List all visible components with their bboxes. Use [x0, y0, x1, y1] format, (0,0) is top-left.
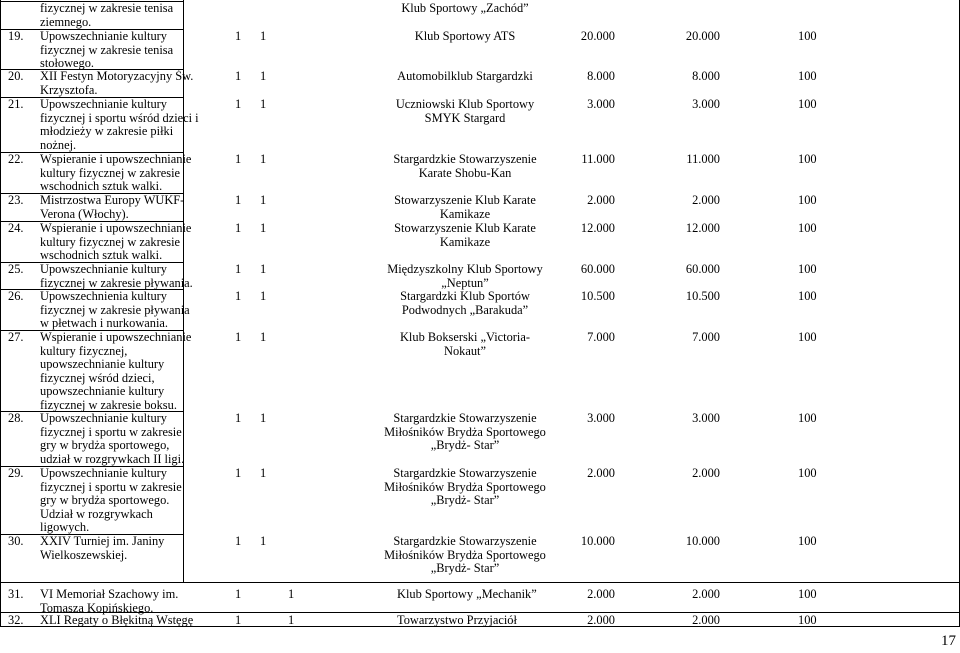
- row-organisation: Stargardzkie Stowarzyszenie: [393, 466, 537, 480]
- row-description: Wspieranie i upowszechnianie: [40, 330, 192, 344]
- row-percent: 100: [798, 534, 817, 548]
- row-amount-granted: 3.000: [692, 97, 720, 111]
- row-organisation: Kamikaze: [439, 234, 491, 249]
- row-description: XII Festyn Motoryzacyjny Św.: [40, 69, 194, 83]
- row-count-a: 1: [235, 29, 242, 43]
- row-percent: 100: [798, 193, 817, 207]
- row-description: Upowszechnianie kultury: [40, 411, 167, 425]
- row-count-a: 1: [235, 613, 242, 627]
- row-number: 29.: [8, 466, 24, 480]
- row-description: młodzieży w zakresie piłki: [40, 124, 174, 139]
- row-organisation: Uczniowski Klub Sportowy: [395, 97, 535, 111]
- row-count-a: 1: [235, 221, 242, 235]
- row-number: 25.: [8, 262, 24, 276]
- row-count-b: 1: [260, 221, 267, 235]
- row-percent: 100: [798, 587, 817, 601]
- row-amount-granted: 3.000: [692, 411, 720, 425]
- row-percent: 100: [798, 221, 817, 235]
- row-count-b: 1: [260, 152, 267, 166]
- row-number: 30.: [8, 534, 24, 548]
- row-organisation: Klub Bokserski „Victoria-: [399, 330, 531, 344]
- row-amount-requested: 7.000: [587, 330, 615, 344]
- row-description: kultury fizycznej,: [40, 343, 128, 358]
- row-count-a: 1: [235, 330, 242, 344]
- row-organisation: Miłośników Brydża Sportowego: [384, 479, 546, 494]
- row-description: Tomasza Kopińskiego.: [40, 600, 154, 615]
- row-description: ziemnego.: [40, 14, 92, 29]
- row-organisation: „Brydż- Star”: [430, 493, 500, 508]
- row-description: Upowszechnianie kultury: [40, 29, 167, 43]
- row-amount-requested: 10.000: [580, 534, 615, 548]
- row-count-b: 1: [260, 289, 267, 303]
- row-description: fizycznej i sportu w zakresie: [40, 424, 182, 439]
- row-amount-requested: 3.000: [587, 97, 615, 111]
- row-count-a: 1: [235, 411, 242, 425]
- row-description: Upowszechnianie kultury: [40, 97, 167, 111]
- row-count-a: 1: [235, 97, 242, 111]
- row-organisation: „Brydż- Star”: [430, 561, 500, 576]
- row-amount-granted: 2.000: [692, 587, 720, 601]
- row-organisation: Międzyszkolny Klub Sportowy: [387, 262, 543, 276]
- row-amount-granted: 2.000: [692, 466, 720, 480]
- row-number: 19.: [8, 29, 24, 43]
- row-organisation: Podwodnych „Barakuda”: [401, 302, 529, 317]
- row-description: fizycznej w zakresie tenisa: [40, 42, 174, 57]
- row-count-a: 1: [235, 262, 242, 276]
- row-organisation: Klub Sportowy „Zachód”: [401, 1, 529, 15]
- row-number: 23.: [8, 193, 24, 207]
- row-organisation: Karate Shobu-Kan: [418, 165, 512, 180]
- row-amount-granted: 2.000: [692, 613, 720, 627]
- row-description: udział w rozgrywkach II ligi.: [40, 451, 185, 466]
- row-amount-granted: 60.000: [685, 262, 720, 276]
- row-count-b: 1: [288, 587, 295, 601]
- row-description: XXIV Turniej im. Janiny: [40, 534, 165, 548]
- row-organisation: Klub Sportowy „Mechanik”: [397, 587, 537, 601]
- row-amount-requested: 2.000: [587, 587, 615, 601]
- row-description: Upowszechnienia kultury: [40, 289, 167, 303]
- table-column-rule: [0, 0, 1, 626]
- row-organisation: Automobilklub Stargardzki: [397, 69, 533, 83]
- row-description: nożnej.: [40, 137, 77, 152]
- row-amount-requested: 10.500: [580, 289, 615, 303]
- row-description: Mistrzostwa Europy WUKF-: [40, 193, 185, 207]
- row-number: 31.: [8, 587, 24, 601]
- row-count-b: 1: [260, 411, 267, 425]
- row-amount-granted: 8.000: [692, 69, 720, 83]
- row-amount-requested: 3.000: [587, 411, 615, 425]
- row-description: Upowszechnianie kultury: [40, 262, 167, 276]
- row-description: fizycznej w zakresie pływania.: [40, 275, 193, 290]
- row-count-b: 1: [260, 330, 267, 344]
- row-description: kultury fizycznej w zakresie: [40, 234, 181, 249]
- row-description: Wspieranie i upowszechnianie: [40, 221, 192, 235]
- row-percent: 100: [798, 69, 817, 83]
- row-count-a: 1: [235, 289, 242, 303]
- row-organisation: Towarzystwo Przyjaciół: [397, 613, 517, 627]
- row-description: wschodnich sztuk walki.: [40, 179, 163, 194]
- row-number: 21.: [8, 97, 24, 111]
- row-count-b: 1: [260, 466, 267, 480]
- row-description: fizycznej i sportu w zakresie: [40, 479, 182, 494]
- row-number: 32.: [8, 613, 24, 627]
- row-organisation: Stargardzkie Stowarzyszenie: [393, 152, 537, 166]
- row-description: XLI Regaty o Błękitną Wstęgę: [40, 613, 194, 627]
- row-count-b: 1: [260, 534, 267, 548]
- row-amount-requested: 2.000: [587, 466, 615, 480]
- row-description: fizycznej wśród dzieci,: [40, 370, 155, 385]
- row-amount-requested: 20.000: [580, 29, 615, 43]
- row-amount-requested: 8.000: [587, 69, 615, 83]
- row-organisation: „Neptun”: [441, 275, 489, 290]
- row-count-b: 1: [260, 193, 267, 207]
- row-amount-requested: 60.000: [580, 262, 615, 276]
- row-percent: 100: [798, 97, 817, 111]
- table-rule: [0, 582, 960, 583]
- row-percent: 100: [798, 330, 817, 344]
- row-description: wschodnich sztuk walki.: [40, 248, 163, 263]
- row-number: 28.: [8, 411, 24, 425]
- row-description: Krzysztofa.: [40, 82, 98, 97]
- row-description: upowszechnianie kultury: [40, 384, 165, 399]
- page-number: 17: [941, 633, 956, 649]
- row-percent: 100: [798, 262, 817, 276]
- row-percent: 100: [798, 466, 817, 480]
- row-description: w płetwach i nurkowania.: [40, 316, 168, 331]
- row-count-a: 1: [235, 534, 242, 548]
- row-percent: 100: [798, 29, 817, 43]
- row-percent: 100: [798, 152, 817, 166]
- row-amount-granted: 11.000: [686, 152, 720, 166]
- row-amount-granted: 2.000: [692, 193, 720, 207]
- row-number: 20.: [8, 69, 24, 83]
- row-amount-requested: 12.000: [580, 221, 615, 235]
- row-organisation: „Brydż- Star”: [430, 438, 500, 453]
- row-amount-requested: 11.000: [581, 152, 615, 166]
- row-count-b: 1: [260, 97, 267, 111]
- row-count-a: 1: [235, 193, 242, 207]
- row-description: upowszechnianie kultury: [40, 357, 165, 372]
- row-description: VI Memoriał Szachowy im.: [40, 587, 179, 601]
- row-amount-granted: 10.000: [685, 534, 720, 548]
- row-amount-granted: 20.000: [685, 29, 720, 43]
- row-number: 24.: [8, 221, 24, 235]
- row-organisation: Stargardzkie Stowarzyszenie: [393, 534, 537, 548]
- row-description: Wielkoszewskiej.: [40, 547, 128, 562]
- row-description: Upowszechnianie kultury: [40, 466, 167, 480]
- row-count-a: 1: [235, 466, 242, 480]
- row-count-a: 1: [235, 69, 242, 83]
- row-organisation: Stargardzki Klub Sportów: [400, 289, 530, 303]
- row-organisation: Stargardzkie Stowarzyszenie: [393, 411, 537, 425]
- row-count-b: 1: [260, 29, 267, 43]
- row-amount-granted: 10.500: [685, 289, 720, 303]
- table-column-rule: [183, 0, 184, 582]
- row-percent: 100: [798, 613, 817, 627]
- row-organisation: Kamikaze: [439, 206, 491, 221]
- row-organisation: Nokaut”: [444, 343, 486, 358]
- row-count-a: 1: [235, 152, 242, 166]
- row-number: 27.: [8, 330, 24, 344]
- row-organisation: Miłośników Brydża Sportowego: [384, 547, 546, 562]
- row-number: 22.: [8, 152, 24, 166]
- row-count-b: 1: [260, 262, 267, 276]
- row-organisation: Stowarzyszenie Klub Karate: [394, 221, 536, 235]
- row-organisation: Klub Sportowy ATS: [414, 29, 516, 43]
- row-amount-requested: 2.000: [587, 613, 615, 627]
- row-description: fizycznej i sportu wśród dzieci i: [40, 110, 199, 125]
- row-description: gry w brydża sportowego,: [40, 438, 170, 453]
- row-amount-granted: 7.000: [692, 330, 720, 344]
- row-description: ligowych.: [40, 520, 90, 535]
- row-description: Verona (Włochy).: [40, 206, 129, 221]
- row-count-b: 1: [288, 613, 295, 627]
- row-description: kultury fizycznej w zakresie: [40, 165, 181, 180]
- row-description: fizycznej w zakresie pływania: [40, 302, 190, 317]
- row-description: gry w brydża sportowego.: [40, 493, 170, 508]
- row-organisation: Stowarzyszenie Klub Karate: [394, 193, 536, 207]
- row-organisation: SMYK Stargard: [424, 110, 506, 125]
- row-description: stołowego.: [40, 56, 95, 71]
- row-description: Wspieranie i upowszechnianie: [40, 152, 192, 166]
- row-amount-granted: 12.000: [685, 221, 720, 235]
- row-count-b: 1: [260, 69, 267, 83]
- row-count-a: 1: [235, 587, 242, 601]
- row-amount-requested: 2.000: [587, 193, 615, 207]
- row-description: fizycznej w zakresie boksu.: [40, 398, 177, 412]
- row-organisation: Miłośników Brydża Sportowego: [384, 424, 546, 439]
- row-description: fizycznej w zakresie tenisa: [40, 1, 174, 15]
- row-percent: 100: [798, 411, 817, 425]
- row-number: 26.: [8, 289, 24, 303]
- row-percent: 100: [798, 289, 817, 303]
- row-description: Udział w rozgrywkach: [40, 506, 153, 521]
